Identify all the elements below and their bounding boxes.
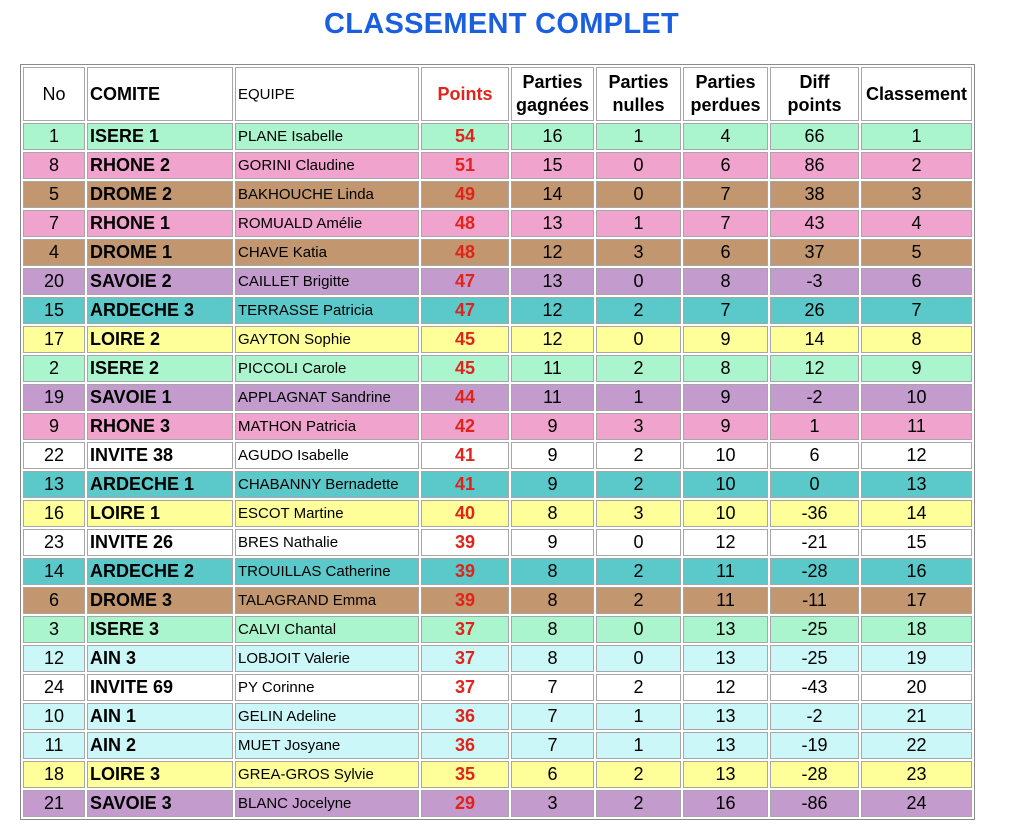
cell-equipe: CHABANNY Bernadette — [235, 471, 419, 498]
cell-comite: ISERE 2 — [87, 355, 233, 382]
cell-parties-nulles: 2 — [596, 471, 681, 498]
header-parties-nulles: Parties nulles — [596, 67, 681, 121]
cell-parties-perdues: 7 — [683, 210, 768, 237]
cell-classement: 15 — [861, 529, 972, 556]
cell-no: 7 — [23, 210, 85, 237]
cell-equipe: GORINI Claudine — [235, 152, 419, 179]
cell-equipe: LOBJOIT Valerie — [235, 645, 419, 672]
cell-classement: 19 — [861, 645, 972, 672]
table-row — [23, 442, 972, 469]
cell-no: 16 — [23, 500, 85, 527]
table-row — [23, 181, 972, 208]
cell-equipe: GELIN Adeline — [235, 703, 419, 730]
cell-parties-gagnees: 12 — [511, 239, 594, 266]
cell-no: 22 — [23, 442, 85, 469]
cell-parties-gagnees: 11 — [511, 384, 594, 411]
cell-classement: 22 — [861, 732, 972, 759]
cell-parties-nulles: 0 — [596, 645, 681, 672]
cell-parties-nulles: 1 — [596, 123, 681, 150]
cell-classement: 20 — [861, 674, 972, 701]
cell-points: 41 — [421, 442, 509, 469]
cell-no: 5 — [23, 181, 85, 208]
cell-parties-gagnees: 14 — [511, 181, 594, 208]
cell-equipe: TALAGRAND Emma — [235, 587, 419, 614]
cell-parties-nulles: 0 — [596, 529, 681, 556]
cell-equipe: AGUDO Isabelle — [235, 442, 419, 469]
cell-parties-perdues: 8 — [683, 268, 768, 295]
table-row — [23, 355, 972, 382]
header-classement: Classement — [861, 67, 972, 121]
cell-parties-gagnees: 9 — [511, 442, 594, 469]
cell-comite: RHONE 1 — [87, 210, 233, 237]
table-row — [23, 703, 972, 730]
table-row — [23, 732, 972, 759]
cell-classement: 1 — [861, 123, 972, 150]
cell-comite: DROME 2 — [87, 181, 233, 208]
cell-parties-gagnees: 12 — [511, 297, 594, 324]
cell-points: 36 — [421, 732, 509, 759]
cell-points: 54 — [421, 123, 509, 150]
table-row — [23, 384, 972, 411]
header-no: No — [23, 67, 85, 121]
cell-equipe: BAKHOUCHE Linda — [235, 181, 419, 208]
cell-diff-points: -21 — [770, 529, 859, 556]
cell-points: 37 — [421, 645, 509, 672]
cell-parties-perdues: 12 — [683, 529, 768, 556]
cell-points: 29 — [421, 790, 509, 817]
cell-diff-points: 38 — [770, 181, 859, 208]
cell-parties-nulles: 2 — [596, 674, 681, 701]
cell-classement: 4 — [861, 210, 972, 237]
cell-diff-points: -2 — [770, 703, 859, 730]
cell-points: 39 — [421, 587, 509, 614]
cell-points: 45 — [421, 326, 509, 353]
cell-comite: LOIRE 1 — [87, 500, 233, 527]
cell-parties-gagnees: 8 — [511, 587, 594, 614]
cell-parties-perdues: 13 — [683, 703, 768, 730]
cell-no: 23 — [23, 529, 85, 556]
cell-no: 3 — [23, 616, 85, 643]
cell-diff-points: 37 — [770, 239, 859, 266]
table-row — [23, 326, 972, 353]
cell-classement: 6 — [861, 268, 972, 295]
cell-classement: 5 — [861, 239, 972, 266]
cell-parties-gagnees: 11 — [511, 355, 594, 382]
cell-equipe: PLANE Isabelle — [235, 123, 419, 150]
table-row — [23, 674, 972, 701]
cell-parties-perdues: 13 — [683, 616, 768, 643]
cell-classement: 13 — [861, 471, 972, 498]
cell-classement: 9 — [861, 355, 972, 382]
cell-points: 42 — [421, 413, 509, 440]
table-row — [23, 616, 972, 643]
cell-parties-gagnees: 9 — [511, 529, 594, 556]
cell-parties-gagnees: 13 — [511, 210, 594, 237]
cell-equipe: PICCOLI Carole — [235, 355, 419, 382]
page-title: CLASSEMENT COMPLET — [323, 8, 679, 40]
table-row — [23, 500, 972, 527]
cell-parties-gagnees: 9 — [511, 471, 594, 498]
table-row — [23, 761, 972, 788]
cell-comite: AIN 3 — [87, 645, 233, 672]
cell-diff-points: -2 — [770, 384, 859, 411]
cell-classement: 18 — [861, 616, 972, 643]
header-parties-perdues: Parties perdues — [683, 67, 768, 121]
cell-parties-gagnees: 7 — [511, 703, 594, 730]
cell-parties-nulles: 0 — [596, 181, 681, 208]
cell-classement: 12 — [861, 442, 972, 469]
cell-parties-nulles: 2 — [596, 297, 681, 324]
cell-parties-perdues: 16 — [683, 790, 768, 817]
cell-classement: 3 — [861, 181, 972, 208]
cell-parties-perdues: 6 — [683, 152, 768, 179]
cell-no: 13 — [23, 471, 85, 498]
cell-comite: INVITE 69 — [87, 674, 233, 701]
cell-equipe: ESCOT Martine — [235, 500, 419, 527]
cell-comite: AIN 2 — [87, 732, 233, 759]
cell-diff-points: 6 — [770, 442, 859, 469]
header-equipe: EQUIPE — [235, 67, 419, 121]
cell-classement: 8 — [861, 326, 972, 353]
cell-no: 19 — [23, 384, 85, 411]
cell-parties-gagnees: 9 — [511, 413, 594, 440]
cell-parties-nulles: 2 — [596, 442, 681, 469]
cell-diff-points: -25 — [770, 616, 859, 643]
cell-classement: 10 — [861, 384, 972, 411]
cell-equipe: MATHON Patricia — [235, 413, 419, 440]
cell-no: 10 — [23, 703, 85, 730]
cell-comite: ISERE 1 — [87, 123, 233, 150]
table-row — [23, 529, 972, 556]
cell-points: 39 — [421, 529, 509, 556]
cell-diff-points: -19 — [770, 732, 859, 759]
header-parties-gagnees: Parties gagnées — [511, 67, 594, 121]
cell-parties-nulles: 3 — [596, 239, 681, 266]
header-comite: COMITE — [87, 67, 233, 121]
cell-no: 17 — [23, 326, 85, 353]
cell-points: 45 — [421, 355, 509, 382]
cell-comite: RHONE 3 — [87, 413, 233, 440]
cell-parties-nulles: 0 — [596, 616, 681, 643]
cell-diff-points: 86 — [770, 152, 859, 179]
cell-points: 37 — [421, 616, 509, 643]
cell-comite: DROME 1 — [87, 239, 233, 266]
cell-comite: INVITE 38 — [87, 442, 233, 469]
header-points: Points — [421, 67, 509, 121]
cell-equipe: CHAVE Katia — [235, 239, 419, 266]
cell-equipe: GAYTON Sophie — [235, 326, 419, 353]
cell-points: 39 — [421, 558, 509, 585]
cell-points: 51 — [421, 152, 509, 179]
cell-parties-gagnees: 3 — [511, 790, 594, 817]
cell-equipe: PY Corinne — [235, 674, 419, 701]
cell-no: 2 — [23, 355, 85, 382]
cell-diff-points: -3 — [770, 268, 859, 295]
cell-comite: ISERE 3 — [87, 616, 233, 643]
cell-parties-nulles: 0 — [596, 326, 681, 353]
cell-equipe: CAILLET Brigitte — [235, 268, 419, 295]
cell-points: 49 — [421, 181, 509, 208]
cell-equipe: TERRASSE Patricia — [235, 297, 419, 324]
cell-no: 21 — [23, 790, 85, 817]
cell-points: 41 — [421, 471, 509, 498]
cell-parties-perdues: 7 — [683, 181, 768, 208]
cell-equipe: BLANC Jocelyne — [235, 790, 419, 817]
cell-no: 12 — [23, 645, 85, 672]
cell-no: 24 — [23, 674, 85, 701]
cell-parties-gagnees: 12 — [511, 326, 594, 353]
cell-points: 48 — [421, 210, 509, 237]
table-row — [23, 413, 972, 440]
cell-diff-points: -11 — [770, 587, 859, 614]
cell-comite: INVITE 26 — [87, 529, 233, 556]
cell-comite: ARDECHE 3 — [87, 297, 233, 324]
cell-parties-nulles: 1 — [596, 210, 681, 237]
cell-parties-gagnees: 7 — [511, 674, 594, 701]
cell-parties-perdues: 11 — [683, 587, 768, 614]
cell-parties-nulles: 1 — [596, 384, 681, 411]
cell-points: 36 — [421, 703, 509, 730]
cell-comite: SAVOIE 3 — [87, 790, 233, 817]
cell-parties-nulles: 2 — [596, 558, 681, 585]
cell-parties-perdues: 11 — [683, 558, 768, 585]
cell-classement: 16 — [861, 558, 972, 585]
cell-no: 11 — [23, 732, 85, 759]
table-row — [23, 558, 972, 585]
cell-no: 20 — [23, 268, 85, 295]
cell-parties-perdues: 8 — [683, 355, 768, 382]
cell-points: 47 — [421, 297, 509, 324]
cell-points: 40 — [421, 500, 509, 527]
cell-parties-nulles: 0 — [596, 152, 681, 179]
cell-comite: LOIRE 3 — [87, 761, 233, 788]
cell-diff-points: -28 — [770, 761, 859, 788]
cell-parties-gagnees: 13 — [511, 268, 594, 295]
table-row — [23, 297, 972, 324]
cell-points: 35 — [421, 761, 509, 788]
cell-classement: 2 — [861, 152, 972, 179]
cell-parties-perdues: 9 — [683, 413, 768, 440]
cell-no: 6 — [23, 587, 85, 614]
cell-diff-points: 1 — [770, 413, 859, 440]
cell-diff-points: -25 — [770, 645, 859, 672]
cell-parties-perdues: 13 — [683, 645, 768, 672]
table-row — [23, 471, 972, 498]
table-row — [23, 152, 972, 179]
cell-equipe: APPLAGNAT Sandrine — [235, 384, 419, 411]
cell-parties-perdues: 9 — [683, 326, 768, 353]
cell-parties-perdues: 10 — [683, 500, 768, 527]
cell-comite: DROME 3 — [87, 587, 233, 614]
cell-parties-gagnees: 15 — [511, 152, 594, 179]
cell-parties-nulles: 3 — [596, 500, 681, 527]
cell-comite: SAVOIE 2 — [87, 268, 233, 295]
cell-parties-perdues: 12 — [683, 674, 768, 701]
table-row — [23, 645, 972, 672]
cell-no: 14 — [23, 558, 85, 585]
cell-comite: ARDECHE 2 — [87, 558, 233, 585]
cell-no: 4 — [23, 239, 85, 266]
cell-no: 18 — [23, 761, 85, 788]
cell-parties-perdues: 13 — [683, 732, 768, 759]
cell-no: 8 — [23, 152, 85, 179]
cell-comite: AIN 1 — [87, 703, 233, 730]
cell-classement: 14 — [861, 500, 972, 527]
cell-diff-points: 66 — [770, 123, 859, 150]
cell-no: 9 — [23, 413, 85, 440]
cell-parties-nulles: 0 — [596, 268, 681, 295]
cell-parties-gagnees: 8 — [511, 645, 594, 672]
cell-parties-nulles: 2 — [596, 761, 681, 788]
table-row — [23, 790, 972, 817]
table-row — [23, 239, 972, 266]
table-row — [23, 210, 972, 237]
table-row — [23, 587, 972, 614]
cell-equipe: CALVI Chantal — [235, 616, 419, 643]
cell-parties-perdues: 7 — [683, 297, 768, 324]
cell-points: 37 — [421, 674, 509, 701]
cell-diff-points: -86 — [770, 790, 859, 817]
cell-points: 47 — [421, 268, 509, 295]
cell-classement: 7 — [861, 297, 972, 324]
cell-classement: 23 — [861, 761, 972, 788]
cell-parties-perdues: 13 — [683, 761, 768, 788]
cell-points: 48 — [421, 239, 509, 266]
cell-classement: 24 — [861, 790, 972, 817]
cell-classement: 17 — [861, 587, 972, 614]
cell-parties-gagnees: 6 — [511, 761, 594, 788]
cell-parties-nulles: 2 — [596, 355, 681, 382]
cell-diff-points: -43 — [770, 674, 859, 701]
cell-parties-nulles: 2 — [596, 790, 681, 817]
cell-diff-points: 26 — [770, 297, 859, 324]
cell-diff-points: 43 — [770, 210, 859, 237]
cell-points: 44 — [421, 384, 509, 411]
cell-classement: 11 — [861, 413, 972, 440]
cell-parties-perdues: 10 — [683, 442, 768, 469]
ranking-table — [20, 64, 975, 820]
cell-parties-gagnees: 8 — [511, 558, 594, 585]
cell-diff-points: 0 — [770, 471, 859, 498]
cell-parties-nulles: 1 — [596, 732, 681, 759]
cell-classement: 21 — [861, 703, 972, 730]
cell-comite: SAVOIE 1 — [87, 384, 233, 411]
cell-diff-points: -36 — [770, 500, 859, 527]
cell-diff-points: 14 — [770, 326, 859, 353]
cell-equipe: TROUILLAS Catherine — [235, 558, 419, 585]
cell-equipe: BRES Nathalie — [235, 529, 419, 556]
cell-comite: LOIRE 2 — [87, 326, 233, 353]
cell-parties-perdues: 4 — [683, 123, 768, 150]
cell-diff-points: 12 — [770, 355, 859, 382]
cell-diff-points: -28 — [770, 558, 859, 585]
header-row — [23, 67, 972, 121]
cell-parties-gagnees: 16 — [511, 123, 594, 150]
cell-equipe: GREA-GROS Sylvie — [235, 761, 419, 788]
cell-parties-nulles: 1 — [596, 703, 681, 730]
cell-comite: RHONE 2 — [87, 152, 233, 179]
cell-parties-nulles: 3 — [596, 413, 681, 440]
cell-parties-gagnees: 8 — [511, 500, 594, 527]
cell-parties-gagnees: 8 — [511, 616, 594, 643]
cell-equipe: MUET Josyane — [235, 732, 419, 759]
cell-comite: ARDECHE 1 — [87, 471, 233, 498]
cell-parties-perdues: 6 — [683, 239, 768, 266]
cell-no: 1 — [23, 123, 85, 150]
cell-no: 15 — [23, 297, 85, 324]
cell-parties-perdues: 9 — [683, 384, 768, 411]
header-diff-points: Diff points — [770, 67, 859, 121]
cell-parties-gagnees: 7 — [511, 732, 594, 759]
table-row — [23, 123, 972, 150]
cell-parties-nulles: 2 — [596, 587, 681, 614]
cell-parties-perdues: 10 — [683, 471, 768, 498]
table-row — [23, 268, 972, 295]
cell-equipe: ROMUALD Amélie — [235, 210, 419, 237]
